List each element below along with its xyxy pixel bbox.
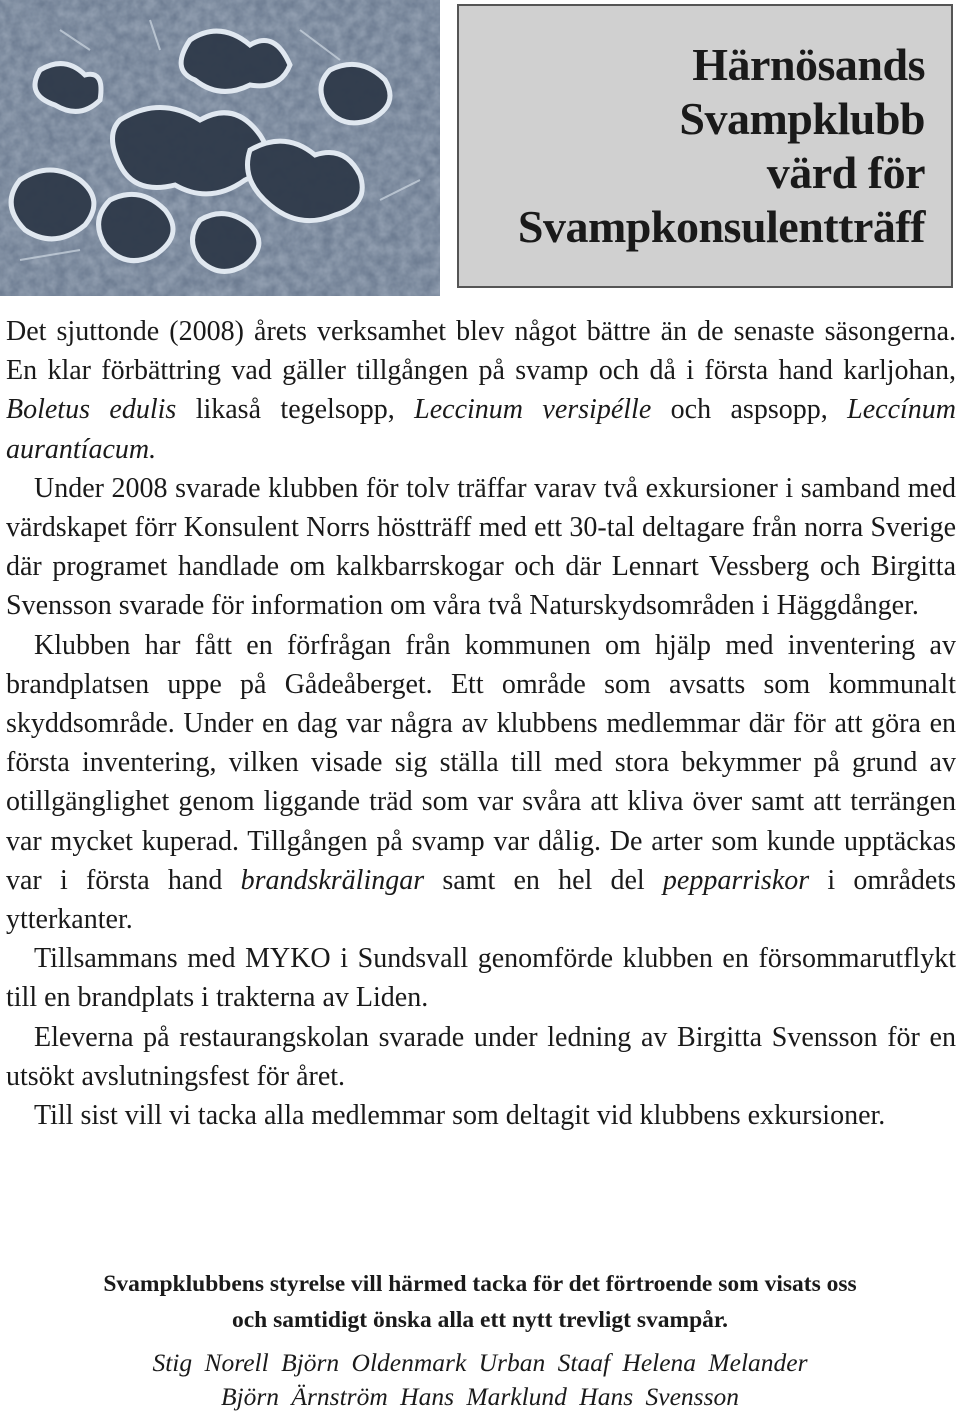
paragraph-party: Eleverna på restaurangskolan svarade under ledning av Birgitta Svensson för en utsökt avslutningsfest för året.: [6, 1021, 956, 1092]
title-line: Svampklubb: [679, 93, 925, 144]
paragraph-inventory: [6, 626, 956, 940]
text-run: Klubben har fått en förfrågan från kommunen om hjälp med inventering av brandplatsen uppe på Gådeåberget. Ett område som avsatts som kommunalt skyddsområde. Under en dag var några av klubbens medlemmar där för att göra en första inventering, vilken visade sig ställa till med stora bekymmer på grund av otillgänglighet genom liggande träd som var svåra att kliva över samt att terrängen var mycket kuperad. Tillgången på svamp var dålig. De arter som kunde upptäckas var i första hand: [6, 629, 956, 896]
text-run: och aspsopp,: [651, 394, 848, 426]
article-title: [459, 38, 951, 254]
paragraph-activities: Under 2008 svarade klubben för tolv träffar varav två exkursioner i samband med värdskapet förr Konsulent Norrs höstträff med ett 30-tal deltagare från norra Sverige där programet handlade om kalkbarrskogar och där Lennart Vessberg och Birgitta Svensson svarade för information om våra två Naturskydsområden i Häggdånger.: [6, 472, 956, 622]
text-run: likaså tegelsopp,: [176, 394, 415, 426]
paragraph-closing: Till sist vill vi tacka alla medlemmar som deltagit vid klubbens exkursioner.: [34, 1100, 886, 1132]
species-name: brandskrälingar: [240, 864, 425, 896]
species-name: Leccinum versipélle: [414, 394, 652, 426]
signature-line: Stig Norell Björn Oldenmark Urban Staaf Helena Melander: [152, 1348, 808, 1377]
paragraph-excursion: Tillsammans med MYKO i Sundsvall genomförde klubben en försommarutflykt till en brandplats i trakterna av Liden.: [6, 943, 956, 1014]
species-name: Leccínum aurantíacum.: [6, 394, 956, 465]
text-run: samt en hel del: [424, 864, 663, 896]
title-line: Svampkonsulentträff: [517, 201, 925, 252]
title-box: [457, 4, 953, 288]
thanks-line: och samtidigt önska alla ett nytt trevligt svampår.: [231, 1307, 729, 1333]
text-run: i områdets ytterkanter.: [6, 864, 956, 936]
thanks-message: [0, 1266, 960, 1338]
signatures: [0, 1346, 960, 1414]
article-body: [6, 312, 956, 1135]
species-name: Boletus edulis: [6, 394, 177, 426]
title-line: Härnösands: [692, 39, 925, 90]
text-run: Det sjuttonde (2008) årets verksamhet blev något bättre än de senaste säsongerna. En klar förbättring vad gäller tillgången på svamp och då i första hand karljohan,: [6, 316, 956, 387]
paragraph-intro: [6, 312, 956, 469]
thanks-line: Svampklubbens styrelse vill härmed tacka för det förtroende som visats oss: [103, 1271, 857, 1297]
species-name: pepparriskor: [662, 864, 810, 896]
title-line: värd för: [766, 147, 925, 198]
signature-line: Björn Ärnström Hans Marklund Hans Svensson: [220, 1382, 740, 1411]
mushroom-photo: [0, 0, 440, 296]
